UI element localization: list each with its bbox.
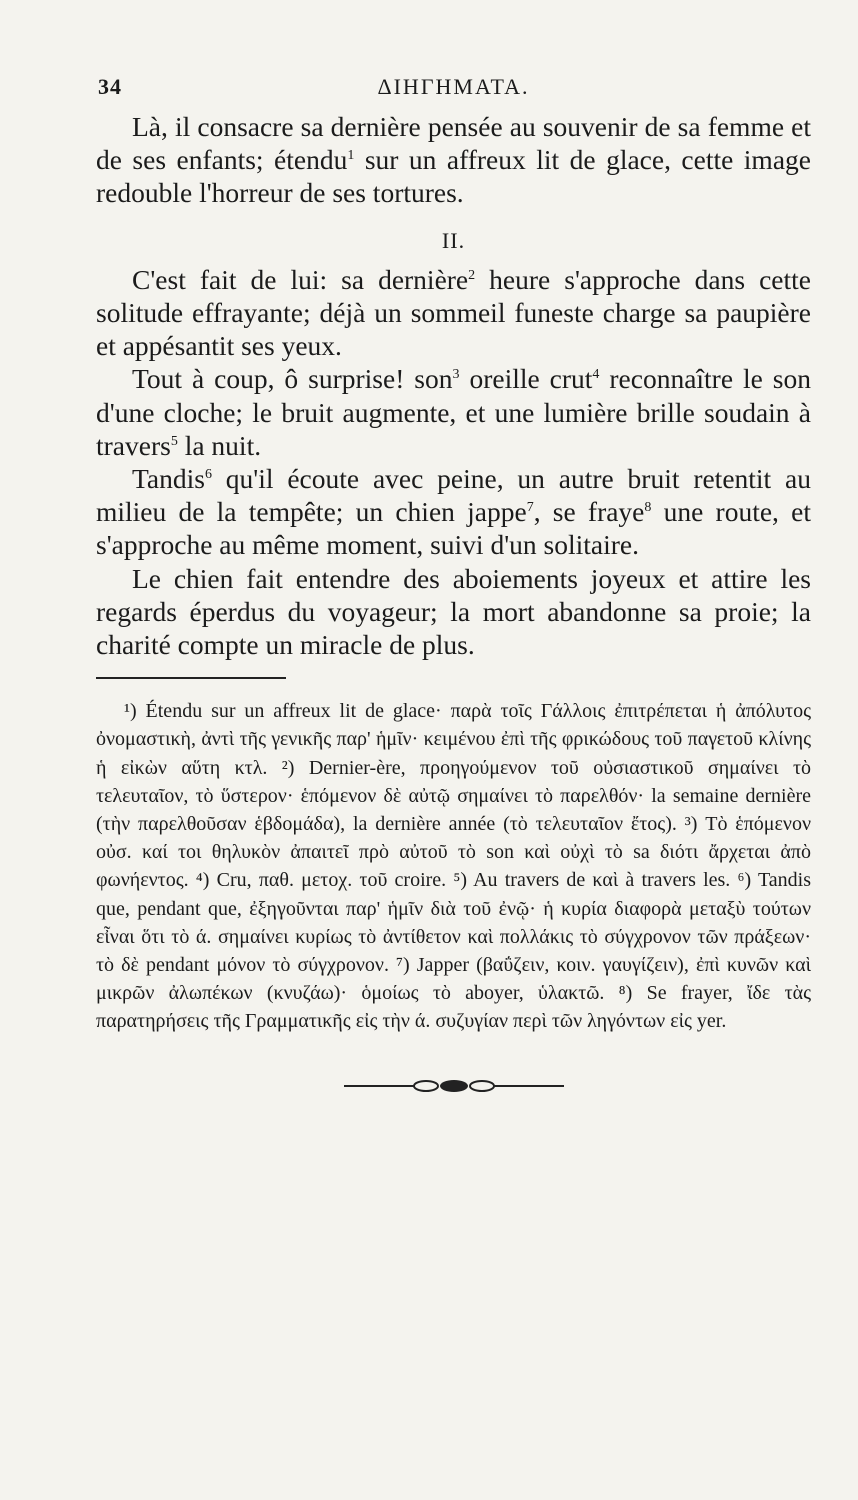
running-title: ΔΙΗΓΗΜΑΤΑ. bbox=[377, 74, 530, 99]
paragraph-5: Le chien fait entendre des aboiements joyeux et attire les regards éperdus du voyageur; la mort abandonne sa proie; la charité compte un miracle de plus. bbox=[96, 562, 811, 661]
paragraph-3: Tout à coup, ô surprise! son$^3$ oreille crut$^4$ reconnaître le son d'une cloche; le bruit augmente, et une lumière brille soudain à travers$^5$ la nuit. bbox=[96, 363, 812, 461]
end-ornament-icon bbox=[344, 1076, 564, 1096]
footnote-divider bbox=[96, 677, 286, 679]
footnote-ref-2: 2 bbox=[468, 267, 476, 283]
page-number: 34 bbox=[98, 74, 122, 99]
footnotes bbox=[96, 697, 811, 1035]
paragraph-2: C'est fait de lui: sa dernière$^2$ heure s'approche dans cette solitude effrayante; déjà un sommeil funeste charge sa paupière et appésantit ses yeux. bbox=[96, 263, 811, 362]
footnote-ref-5: 5 bbox=[170, 433, 178, 449]
footnote-ref-1: 1 bbox=[347, 148, 355, 164]
footnote-text: ¹) Étendu sur un affreux lit de glace· παρὰ τοῖς Γάλλοις ἐπιτρέπεται ἡ ἀπόλυτος ὀνομαστικὴ, ἀντὶ τῆς γενικῆς παρ' ἡμῖν· κειμένου ἐπὶ τῆς φρικώδους τοῦ παγετοῦ κλίνης ἡ εἰκὼν αὕτη κτλ. ²) Dernier-ère, προηγούμενον τοῦ οὐσιαστικοῦ σημαίνει τὸ τελευταῖον, τὸ ὕστερον· ἑπόμενον δὲ αὐτῷ σημαίνει τὸ παρελθόν· la semaine dernière (τὴν παρελθοῦσαν ἑβδομάδα), la dernière année (τὸ τελευταῖον ἔτος). ³) Τὸ ἑπόμενον οὐσ. καί τοι θηλυκὸν ἀπαιτεῖ πρὸ αὐτοῦ τὸ son καὶ οὐχὶ τὸ sa διότι ἄρχεται ἀπὸ φωνήεντος. ⁴) Cru, παθ. μετοχ. τοῦ croire. ⁵) Au travers de καὶ à travers les. ⁶) Tandis que, pendant que, ἐξηγοῦνται παρ' ἡμῖν διὰ τοῦ ἐνῷ· ἡ κυρία διαφορὰ μεταξὺ τούτων εἶναι ὅτι τὸ ά. σημαίνει κυρίως τὸ ἀντίθετον καὶ πολλάκις τὸ σύγχρονον τῶν πράξεων· τὸ δὲ pendant μόνον τὸ σύγχρονον. ⁷) Japper (βαΰζειν, κοιν. γαυγίζειν), ἐπὶ κυνῶν καὶ μικρῶν ἀλωπέκων (κνυζάω)· ὁμοίως τὸ aboyer, ὑλακτῶ. ⁸) Se frayer, ἴδε τὰς παρατηρήσεις τῆς Γραμματικῆς εἰς τὴν ά. συζυγίαν περὶ τῶν ληγόντων εἰς yer. bbox=[96, 700, 811, 1033]
footnote-ref-7: 7 bbox=[526, 500, 534, 516]
footnote-ref-8: 8 bbox=[644, 500, 652, 516]
paragraph-1: Là, il consacre sa dernière pensée au souvenir de sa femme et de ses enfants; étendu$^1$ sur un affreux lit de glace, cette image redouble l'horreur de ses tortures. bbox=[96, 111, 811, 209]
section-number: II. bbox=[441, 227, 466, 253]
main-text bbox=[96, 110, 811, 661]
paragraph-4: Tandis$^6$ qu'il écoute avec peine, un autre bruit retentit au milieu de la tempête; un chien jappe$^7$, se fraye$^8$ une route, et s'approche au même moment, suivi d'un solitaire. bbox=[96, 463, 811, 561]
footnote-ref-3: 3 bbox=[452, 367, 460, 383]
footnote-ref-4: 4 bbox=[592, 367, 600, 383]
book-page bbox=[96, 70, 811, 1096]
footnote-ref-6: 6 bbox=[204, 466, 212, 482]
page-header bbox=[96, 70, 811, 110]
